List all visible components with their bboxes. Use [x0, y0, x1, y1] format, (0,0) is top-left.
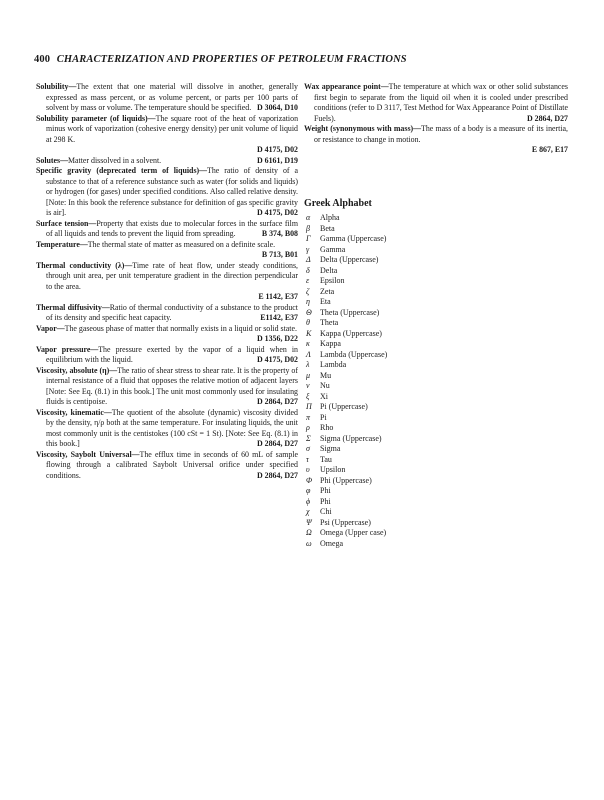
glossary-definition: The quotient of the absolute (dynamic) viscosity divided by the density, η/ρ both at the same temperature. For insulating liquids, the unit most commonly unit is the centistokes (100 cSt = 1 St). [Note: See Eq. (8.1) in this book.]: [46, 407, 298, 448]
glossary-term: Solubility parameter (of liquids)—: [36, 113, 156, 123]
greek-symbol: μ: [306, 370, 311, 380]
glossary-term: Specific gravity (deprecated term of liquids)—: [36, 166, 208, 175]
greek-alphabet-list: [306, 213, 506, 549]
greek-symbol: δ: [306, 265, 310, 275]
glossary-definition: Matter dissolved in a solvent.: [68, 155, 162, 165]
greek-symbol: α: [306, 213, 311, 222]
greek-letter-row: [306, 234, 506, 245]
greek-letter-row: [306, 297, 506, 308]
greek-symbol: υ: [306, 465, 310, 474]
greek-letter-name: Beta: [320, 223, 335, 233]
greek-letter-row: [306, 339, 506, 350]
greek-letter-row: [306, 476, 506, 487]
glossary-definition: The thermal state of matter as measured on a definite scale.: [87, 239, 276, 249]
greek-symbol: Λ: [306, 349, 311, 359]
greek-symbol: τ: [306, 454, 309, 464]
glossary-term: Solutes—: [36, 155, 69, 165]
greek-letter-name: Sigma: [320, 444, 341, 453]
glossary-definition: The pressure exerted by the vapor of a liquid when in equilibrium with the liquid.: [46, 344, 299, 364]
glossary-entry: [36, 82, 298, 114]
astm-reference-code: D 2864, D27: [257, 470, 298, 480]
astm-reference-code: D 2864, D27: [257, 439, 298, 448]
astm-reference-code: D 4175, D02: [257, 145, 298, 154]
greek-letter-name: Nu: [320, 381, 330, 390]
greek-symbol: β: [306, 223, 310, 233]
greek-symbol: ξ: [306, 391, 310, 401]
greek-symbol: ϕ: [306, 496, 311, 506]
greek-letter-name: Alpha: [320, 213, 340, 222]
greek-symbol: Π: [306, 402, 312, 411]
greek-letter-name: Pi (Uppercase): [320, 402, 368, 411]
glossary-entry: [36, 261, 298, 303]
greek-letter-name: Lambda: [320, 360, 347, 369]
greek-letter-name: Mu: [320, 370, 332, 380]
glossary-definition: Time rate of heat flow, under steady conditions, through unit area, per unit temperature gradient in the direction perpendicular to the area.: [46, 260, 298, 291]
greek-letter-row: [306, 423, 506, 434]
glossary-term: Weight (synonymous with mass)—: [304, 124, 422, 133]
greek-symbol: φ: [306, 486, 311, 495]
greek-symbol: ω: [306, 538, 312, 548]
astm-reference-code: B 374, B08: [261, 229, 298, 238]
glossary-term: Thermal diffusivity—: [36, 302, 110, 312]
greek-letter-row: [306, 518, 506, 529]
running-title: CHARACTERIZATION AND PROPERTIES OF PETROLEUM FRACTIONS: [56, 54, 407, 65]
greek-letter-name: Phi (Uppercase): [320, 475, 372, 485]
glossary-term: Vapor pressure—: [36, 344, 99, 354]
glossary-definition: The gaseous phase of matter that normally exists in a liquid or solid state.: [64, 323, 297, 333]
glossary-entry: [36, 450, 298, 482]
greek-letter-name: Theta (Uppercase): [320, 307, 380, 317]
greek-symbol: π: [306, 412, 311, 422]
greek-letter-name: Pi: [320, 412, 327, 422]
page-number: 400: [34, 54, 51, 65]
glossary-definition: The ratio of shear stress to shear rate. It is the property of internal resistance of a fluid that opposes the relative motion of adjacent layers [Note: See Eq. (8.1) in this book.] The unit most commonly used for insulating fluids is centipoise.: [46, 365, 298, 406]
greek-letter-row: [306, 465, 506, 476]
greek-letter-row: [306, 539, 506, 550]
greek-letter-name: Tau: [320, 454, 332, 464]
greek-letter-row: [306, 245, 506, 256]
greek-letter-row: [306, 276, 506, 287]
greek-symbol: Φ: [306, 475, 313, 485]
greek-letter-row: [306, 497, 506, 508]
glossary-entry: [36, 408, 298, 450]
greek-letter-name: Omega: [320, 538, 344, 548]
glossary-entry: [36, 156, 298, 167]
greek-letter-name: Sigma (Uppercase): [320, 433, 382, 443]
glossary-entry: [36, 166, 298, 219]
greek-letter-row: [306, 392, 506, 403]
greek-letter-name: Upsilon: [320, 465, 346, 474]
greek-letter-row: [306, 434, 506, 445]
greek-symbol: ρ: [306, 423, 310, 432]
glossary-definition: The extent that one material will dissolve in another, generally expressed as mass percent, or as volume percent, or parts per 100 parts of solvent by mass or volume. The temperature should be specified.: [46, 82, 298, 112]
greek-letter-name: Kappa (Uppercase): [320, 328, 382, 338]
greek-letter-row: [306, 224, 506, 235]
greek-symbol: σ: [306, 444, 310, 453]
astm-reference-code: D 4175, D02: [257, 208, 298, 217]
glossary-term: Viscosity, kinematic—: [36, 407, 112, 417]
astm-reference-code: E 867, E17: [531, 145, 568, 154]
greek-alphabet-heading: Greek Alphabet: [304, 198, 372, 209]
glossary-term: Viscosity, Saybolt Universal—: [36, 449, 140, 459]
astm-reference-code: E 1142, E37: [258, 292, 298, 301]
greek-letter-name: Epsilon: [320, 276, 345, 285]
greek-letter-name: Delta (Uppercase): [320, 255, 379, 264]
glossary-term: Solubility—: [36, 82, 77, 91]
greek-letter-name: Eta: [320, 297, 331, 306]
greek-letter-row: [306, 308, 506, 319]
glossary-entry: [36, 240, 298, 261]
astm-reference-code: D 4175, D02: [257, 355, 298, 364]
greek-letter-row: [306, 381, 506, 392]
glossary-right-column: [304, 82, 568, 156]
greek-letter-name: Lambda (Uppercase): [320, 349, 388, 359]
glossary-entry: [36, 219, 298, 240]
glossary-term: Vapor—: [36, 323, 65, 333]
glossary-term: Surface tension—: [36, 218, 97, 228]
glossary-definition: Ratio of thermal conductivity of a substance to the product of its density and specific heat capacity.: [46, 302, 298, 322]
greek-letter-row: [306, 455, 506, 466]
astm-reference-code: B 713, B01: [261, 250, 298, 259]
astm-reference-code: E1142, E37: [260, 313, 298, 322]
greek-symbol: λ: [306, 360, 310, 369]
greek-letter-name: Gamma (Uppercase): [320, 234, 387, 243]
glossary-definition: The square root of the heat of vaporization minus work of vaporization (cohesive energy density) per unit volume of liquid at 298 K.: [46, 113, 299, 144]
glossary-entry: [36, 324, 298, 345]
astm-reference-code: D 3064, D10: [257, 103, 298, 112]
greek-letter-row: [306, 444, 506, 455]
greek-letter-row: [306, 413, 506, 424]
greek-letter-name: Zeta: [320, 286, 335, 296]
greek-letter-row: [306, 329, 506, 340]
greek-symbol: Ψ: [306, 517, 312, 527]
greek-symbol: Θ: [306, 307, 312, 317]
glossary-entry: [304, 124, 568, 156]
greek-letter-row: [306, 350, 506, 361]
astm-reference-code: D 6161, D19: [257, 155, 298, 165]
greek-symbol: Σ: [306, 433, 311, 443]
glossary-entry: [36, 366, 298, 408]
greek-letter-name: Rho: [320, 423, 334, 432]
greek-letter-row: [306, 507, 506, 518]
glossary-entry: [36, 345, 298, 366]
greek-letter-name: Omega (Upper case): [320, 528, 387, 537]
greek-symbol: η: [306, 297, 310, 306]
astm-reference-code: D 2864, D27: [257, 397, 298, 406]
glossary-definition: The ratio of density of a substance to that of a reference substance such as water (for solids and liquids) or hydrogen (for gases) under specified conditions. Also called relative density. [Note: In this book the reference substance for definition of gas specific gravity is air].: [46, 166, 298, 217]
greek-letter-name: Phi: [320, 486, 331, 495]
astm-reference-code: D 1356, D22: [257, 334, 298, 343]
greek-symbol: ζ: [306, 286, 310, 296]
greek-letter-row: [306, 371, 506, 382]
glossary-definition: The efflux time in seconds of 60 mL of sample flowing through a calibrated Saybolt Universal orifice under specified conditions.: [46, 449, 298, 480]
glossary-entry: [304, 82, 568, 124]
greek-symbol: θ: [306, 318, 310, 327]
greek-letter-row: [306, 486, 506, 497]
greek-letter-name: Delta: [320, 265, 338, 275]
glossary-entry: [36, 303, 298, 324]
greek-letter-row: [306, 287, 506, 298]
greek-symbol: γ: [306, 244, 310, 254]
greek-symbol: Κ: [306, 328, 312, 338]
glossary-term: Viscosity, absolute (η)—: [36, 365, 118, 375]
greek-letter-row: [306, 255, 506, 266]
greek-symbol: Γ: [306, 234, 311, 243]
page-header: [34, 54, 574, 65]
greek-letter-row: [306, 360, 506, 371]
greek-letter-name: Kappa: [320, 339, 341, 348]
astm-reference-code: D 2864, D27: [527, 113, 568, 123]
greek-letter-row: [306, 402, 506, 413]
glossary-entry: [36, 114, 298, 156]
greek-symbol: κ: [306, 339, 310, 348]
greek-symbol: Δ: [306, 255, 311, 264]
glossary-definition: Property that exists due to molecular forces in the surface film of all liquids and tends to prevent the liquid from spreading.: [46, 218, 298, 238]
greek-letter-name: Phi: [320, 496, 331, 506]
greek-letter-name: Psi (Uppercase): [320, 517, 371, 527]
greek-letter-row: [306, 266, 506, 277]
greek-symbol: χ: [306, 507, 310, 516]
greek-letter-row: [306, 213, 506, 224]
greek-symbol: Ω: [306, 528, 312, 537]
glossary-definition: The temperature at which wax or other solid substances first begin to separate from the liquid oil when it is cooled under prescribed conditions (refer to D 3117, Test Method for Wax Appearance Point of Distillate Fuels).: [314, 82, 568, 123]
glossary-term: Temperature—: [36, 239, 88, 249]
glossary-term: Wax appearance point—: [304, 82, 389, 91]
greek-symbol: ε: [306, 276, 310, 285]
greek-letter-name: Theta: [320, 318, 339, 327]
greek-letter-row: [306, 318, 506, 329]
glossary-definition: The mass of a body is a measure of its inertia, or resistance to change in motion.: [314, 124, 569, 144]
greek-letter-name: Chi: [320, 507, 332, 516]
greek-symbol: ν: [306, 381, 310, 390]
glossary-term: Thermal conductivity (λ)—: [36, 260, 133, 270]
greek-letter-row: [306, 528, 506, 539]
greek-letter-name: Gamma: [320, 244, 346, 254]
greek-letter-name: Xi: [320, 391, 328, 401]
glossary-left-column: [36, 82, 298, 481]
